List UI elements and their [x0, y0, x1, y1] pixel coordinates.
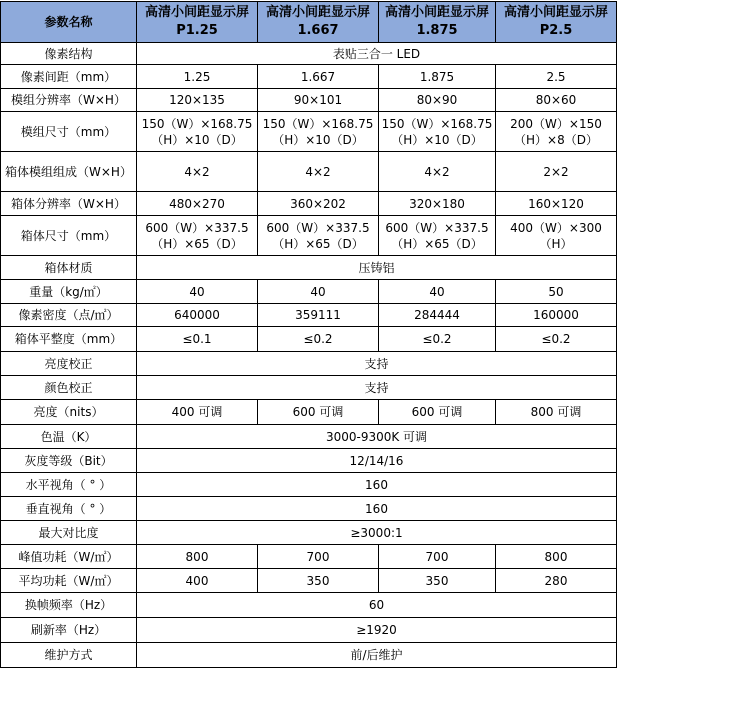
value-cell: 90×101: [258, 89, 379, 112]
merged-value-cell: 160: [137, 473, 617, 497]
value-cell: ≤0.2: [496, 327, 617, 352]
table-row: [1, 376, 617, 400]
value-cell: 1.875: [379, 65, 496, 89]
merged-value-cell: 160: [137, 497, 617, 521]
value-cell: 600（W）×337.5（H）×65（D）: [258, 216, 379, 256]
value-cell: 400: [137, 569, 258, 593]
value-cell: 700: [258, 545, 379, 569]
param-name-cell: 箱体分辨率（W×H）: [1, 192, 137, 216]
header-model-p2-5: 高清小间距显示屏 P2.5: [496, 2, 617, 43]
value-cell: 700: [379, 545, 496, 569]
header-model-p1-25: 高清小间距显示屏 P1.25: [137, 2, 258, 43]
table-row: [1, 545, 617, 569]
value-cell: 359111: [258, 304, 379, 327]
value-cell: ≤0.2: [258, 327, 379, 352]
value-cell: 350: [258, 569, 379, 593]
value-cell: 4×2: [137, 152, 258, 192]
param-name-cell: 模组尺寸（mm）: [1, 112, 137, 152]
value-cell: 150（W）×168.75（H）×10（D）: [258, 112, 379, 152]
param-name-cell: 灰度等级（Bit）: [1, 449, 137, 473]
table-row: [1, 192, 617, 216]
value-cell: 800: [137, 545, 258, 569]
value-cell: 480×270: [137, 192, 258, 216]
param-name-cell: 最大对比度: [1, 521, 137, 545]
table-row: [1, 400, 617, 425]
param-name-cell: 色温（K）: [1, 425, 137, 449]
value-cell: 40: [379, 280, 496, 304]
spec-table: [0, 1, 617, 668]
param-name-cell: 箱体尺寸（mm）: [1, 216, 137, 256]
merged-value-cell: 3000-9300K 可调: [137, 425, 617, 449]
merged-value-cell: 12/14/16: [137, 449, 617, 473]
value-cell: 400（W）×300（H）: [496, 216, 617, 256]
param-name-cell: 像素密度（点/㎡）: [1, 304, 137, 327]
header-param-name: 参数名称: [1, 2, 137, 43]
table-row: [1, 304, 617, 327]
merged-value-cell: ≥3000:1: [137, 521, 617, 545]
table-row: [1, 65, 617, 89]
table-row: [1, 593, 617, 618]
value-cell: ≤0.2: [379, 327, 496, 352]
param-name-cell: 像素间距（mm）: [1, 65, 137, 89]
merged-value-cell: 前/后维护: [137, 643, 617, 668]
param-name-cell: 亮度（nits）: [1, 400, 137, 425]
value-cell: 120×135: [137, 89, 258, 112]
value-cell: 400 可调: [137, 400, 258, 425]
table-row: [1, 473, 617, 497]
merged-value-cell: 支持: [137, 376, 617, 400]
table-row: [1, 521, 617, 545]
value-cell: 150（W）×168.75（H）×10（D）: [379, 112, 496, 152]
param-name-cell: 水平视角（ ° ）: [1, 473, 137, 497]
value-cell: 800: [496, 545, 617, 569]
table-row: [1, 327, 617, 352]
param-name-cell: 箱体模组组成（W×H）: [1, 152, 137, 192]
value-cell: 160000: [496, 304, 617, 327]
merged-value-cell: 压铸铝: [137, 256, 617, 280]
value-cell: 200（W）×150（H）×8（D）: [496, 112, 617, 152]
table-row: [1, 497, 617, 521]
param-name-cell: 垂直视角（ ° ）: [1, 497, 137, 521]
param-name-cell: 模组分辨率（W×H）: [1, 89, 137, 112]
value-cell: 80×60: [496, 89, 617, 112]
merged-value-cell: 支持: [137, 352, 617, 376]
param-name-cell: 峰值功耗（W/㎡）: [1, 545, 137, 569]
table-row: [1, 618, 617, 643]
param-name-cell: 像素结构: [1, 43, 137, 65]
table-row: [1, 569, 617, 593]
table-row: [1, 112, 617, 152]
value-cell: 80×90: [379, 89, 496, 112]
param-name-cell: 换帧频率（Hz）: [1, 593, 137, 618]
value-cell: 150（W）×168.75（H）×10（D）: [137, 112, 258, 152]
value-cell: 640000: [137, 304, 258, 327]
param-name-cell: 维护方式: [1, 643, 137, 668]
value-cell: 160×120: [496, 192, 617, 216]
value-cell: 360×202: [258, 192, 379, 216]
param-name-cell: 刷新率（Hz）: [1, 618, 137, 643]
value-cell: 800 可调: [496, 400, 617, 425]
table-row: [1, 425, 617, 449]
table-row: [1, 280, 617, 304]
table-row: [1, 216, 617, 256]
spec-body: [1, 43, 617, 668]
value-cell: 40: [137, 280, 258, 304]
value-cell: 2×2: [496, 152, 617, 192]
value-cell: 600 可调: [379, 400, 496, 425]
header-model-1-875: 高清小间距显示屏 1.875: [379, 2, 496, 43]
value-cell: 50: [496, 280, 617, 304]
merged-value-cell: 表贴三合一 LED: [137, 43, 617, 65]
table-row: [1, 89, 617, 112]
value-cell: 2.5: [496, 65, 617, 89]
table-row: [1, 152, 617, 192]
table-row: [1, 256, 617, 280]
param-name-cell: 平均功耗（W/㎡）: [1, 569, 137, 593]
value-cell: 1.667: [258, 65, 379, 89]
table-row: [1, 643, 617, 668]
value-cell: 280: [496, 569, 617, 593]
merged-value-cell: ≥1920: [137, 618, 617, 643]
table-row: [1, 43, 617, 65]
table-row: [1, 449, 617, 473]
value-cell: 600 可调: [258, 400, 379, 425]
param-name-cell: 亮度校正: [1, 352, 137, 376]
value-cell: 40: [258, 280, 379, 304]
value-cell: 600（W）×337.5（H）×65（D）: [379, 216, 496, 256]
param-name-cell: 重量（kg/㎡）: [1, 280, 137, 304]
header-row: [1, 2, 617, 43]
param-name-cell: 箱体材质: [1, 256, 137, 280]
value-cell: 4×2: [258, 152, 379, 192]
value-cell: 1.25: [137, 65, 258, 89]
value-cell: 320×180: [379, 192, 496, 216]
value-cell: 4×2: [379, 152, 496, 192]
value-cell: 284444: [379, 304, 496, 327]
merged-value-cell: 60: [137, 593, 617, 618]
param-name-cell: 箱体平整度（mm）: [1, 327, 137, 352]
value-cell: 350: [379, 569, 496, 593]
value-cell: ≤0.1: [137, 327, 258, 352]
header-model-1-667: 高清小间距显示屏 1.667: [258, 2, 379, 43]
table-row: [1, 352, 617, 376]
value-cell: 600（W）×337.5（H）×65（D）: [137, 216, 258, 256]
param-name-cell: 颜色校正: [1, 376, 137, 400]
